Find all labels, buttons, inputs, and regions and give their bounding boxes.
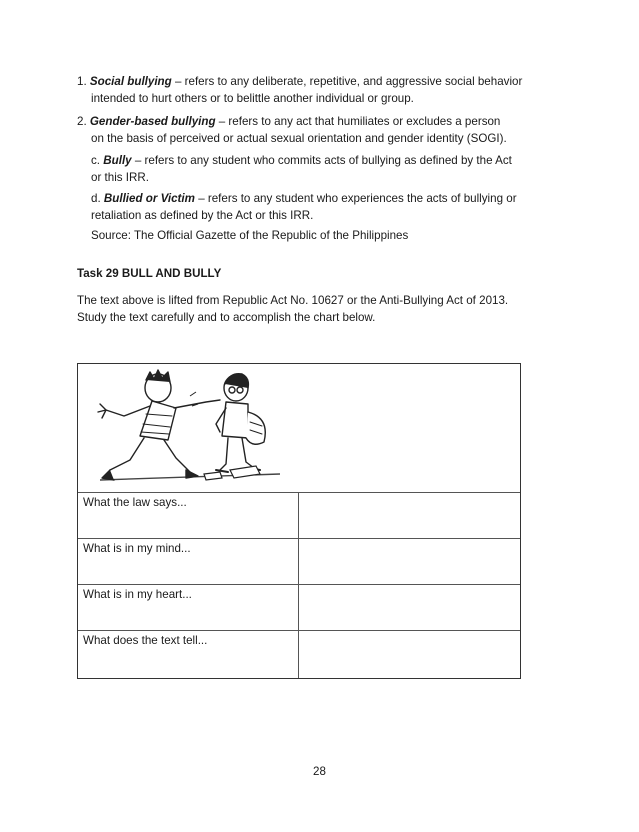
- definition-number: 2.: [77, 115, 87, 128]
- instructions-line: Study the text carefully and to accomplish the chart below.: [77, 311, 376, 324]
- definition-number: d.: [91, 192, 101, 205]
- definition-number: c.: [91, 154, 101, 167]
- answer-cell-mind[interactable]: [299, 538, 520, 584]
- definition-social-bullying: [77, 73, 523, 107]
- definition-gender-based-bullying: [77, 113, 523, 147]
- definition-text: – refers to any student who experiences the acts of bullying or: [198, 192, 517, 205]
- answer-cell-law[interactable]: [299, 492, 520, 538]
- illustration-area: [78, 364, 520, 493]
- definition-term: Bully: [103, 154, 132, 167]
- answer-cell-text[interactable]: [299, 630, 520, 678]
- row-label: What does the text tell...: [78, 630, 299, 678]
- source-citation: Source: The Official Gazette of the Republic of the Philippines: [91, 229, 409, 242]
- page-number: 28: [313, 765, 326, 778]
- row-label: What the law says...: [78, 492, 299, 538]
- task-title: Task 29 BULL AND BULLY: [77, 267, 222, 280]
- definition-bullied-or-victim: [91, 190, 523, 224]
- instructions-line: The text above is lifted from Republic Act No. 10627 or the Anti-Bullying Act of 2013.: [77, 294, 509, 307]
- chart-row-text: [78, 630, 520, 678]
- definition-bully: [91, 152, 523, 186]
- definition-term: Gender-based bullying: [89, 115, 216, 128]
- chart-row-heart: [78, 584, 520, 631]
- definition-text: – refers to any student who commits acts of bullying as defined by the Act: [134, 154, 512, 167]
- definition-text-continued: on the basis of perceived or actual sexual orientation and gender identity (SOGI).: [91, 132, 507, 145]
- definition-number: 1.: [77, 75, 87, 88]
- definition-text-continued: intended to hurt others or to belittle another individual or group.: [91, 92, 414, 105]
- definition-text: – refers to any deliberate, repetitive, and aggressive social behavior: [174, 75, 523, 88]
- bullying-illustration: [80, 366, 295, 490]
- chart-row-mind: [78, 538, 520, 585]
- worksheet-chart: [77, 363, 521, 679]
- answer-cell-heart[interactable]: [299, 584, 520, 630]
- row-label: What is in my mind...: [78, 538, 299, 584]
- chart-row-law: [78, 492, 520, 539]
- definition-term: Social bullying: [89, 75, 172, 88]
- task-instructions: [77, 292, 523, 326]
- definition-text-continued: retaliation as defined by the Act or this IRR.: [91, 209, 314, 222]
- definition-term: Bullied or Victim: [103, 192, 195, 205]
- definition-text: – refers to any act that humiliates or excludes a person: [218, 115, 501, 128]
- definition-text-continued: or this IRR.: [91, 171, 149, 184]
- row-label: What is in my heart...: [78, 584, 299, 630]
